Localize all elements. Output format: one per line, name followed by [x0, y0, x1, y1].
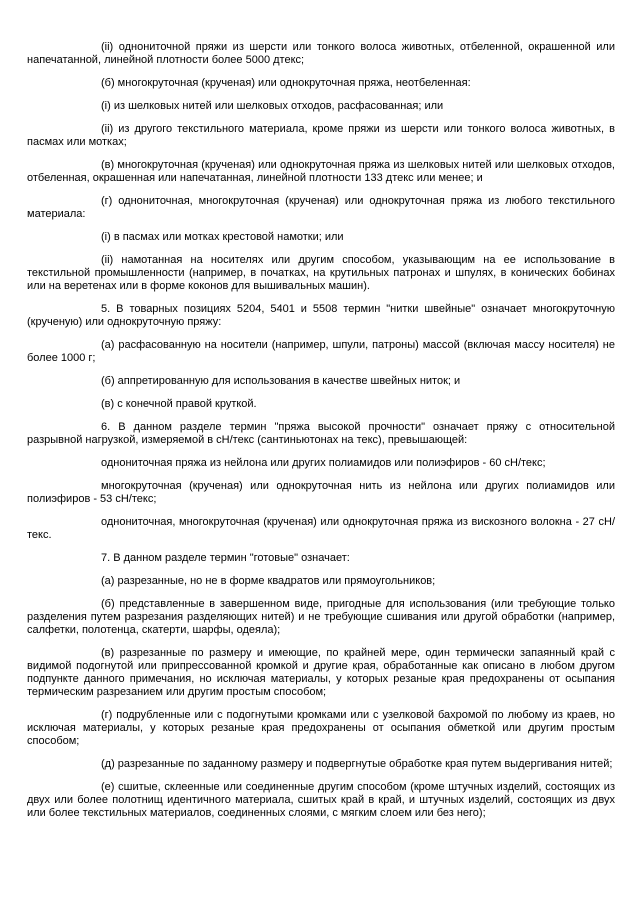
paragraph: (а) разрезанные, но не в форме квадратов или прямоугольников;: [101, 575, 436, 587]
paragraph: (а) расфасованную на носители (например, шпули, патроны) массой (включая массу носителя) не более 1000 г;: [27, 339, 615, 364]
paragraph: (г) подрубленные или с подогнутыми кромками или с узелковой бахромой по любому из краев, но исключая материалы, у которых резаные края предохранены от осыпания обметкой или другим простым способом;: [27, 709, 615, 747]
document-body: [27, 41, 615, 820]
paragraph: 5. В товарных позициях 5204, 5401 и 5508 термин "нитки швейные" означает многокруточную (крученую) или однокруточную пряжу:: [27, 303, 615, 328]
paragraph: (ii) однониточной пряжи из шерсти или тонкого волоса животных, отбеленной, окрашенной или напечатанной, линейной плотности более 5000 дтекс;: [27, 41, 615, 66]
paragraph: 7. В данном разделе термин "готовые" означает:: [101, 552, 350, 564]
paragraph: (i) из шелковых нитей или шелковых отходов, расфасованная; или: [101, 100, 444, 112]
paragraph: (б) многокруточная (крученая) или однокруточная пряжа, неотбеленная:: [101, 77, 471, 89]
paragraph: (в) разрезанные по размеру и имеющие, по крайней мере, один термически запаянный край с видимой подогнутой или припрессованной кромкой и другие края, обработанные как описано в любом другом подпункте данного примечания, но исключая материалы, у которых резаные края предохранены от осыпания термическим разрезанием или другим простым способом;: [27, 647, 615, 698]
paragraph: однониточная, многокруточная (крученая) или однокруточная пряжа из вискозного волокна - 27 сН/текс.: [27, 516, 615, 541]
paragraph: (i) в пасмах или мотках крестовой намотки; или: [101, 231, 344, 243]
paragraph: (ii) намотанная на носителях или другим способом, указывающим на ее использование в текстильной промышленности (например, в початках, на крутильных патронах и шпулях, в конических бобинах или на веретенах или в форме коконов для вышивальных машин).: [27, 254, 615, 292]
paragraph: (б) аппретированную для использования в качестве швейных ниток; и: [101, 375, 461, 387]
paragraph: (д) разрезанные по заданному размеру и подвергнутые обработке края путем выдергивания нитей;: [101, 758, 613, 770]
paragraph: однониточная пряжа из нейлона или других полиамидов или полиэфиров - 60 сН/текс;: [101, 457, 546, 469]
paragraph: (в) с конечной правой круткой.: [101, 398, 257, 410]
paragraph: (ii) из другого текстильного материала, кроме пряжи из шерсти или тонкого волоса животных, в пасмах или мотках;: [27, 123, 615, 148]
paragraph: (в) многокруточная (крученая) или однокруточная пряжа из шелковых нитей или шелковых отходов, отбеленная, окрашенная или напечатанная, линейной плотности 133 дтекс или менее; и: [27, 159, 615, 184]
paragraph: многокруточная (крученая) или однокруточная нить из нейлона или других полиамидов или полиэфиров - 53 сН/текс;: [27, 480, 615, 505]
paragraph: (г) однониточная, многокруточная (крученая) или однокруточная пряжа из любого текстильного материала:: [27, 195, 615, 220]
paragraph: 6. В данном разделе термин "пряжа высокой прочности" означает пряжу с относительной разрывной нагрузкой, измеряемой в сН/текс (сантиньютонах на текс), превышающей:: [27, 421, 615, 446]
paragraph: (б) представленные в завершенном виде, пригодные для использования (или требующие только разделения путем разрезания разделяющих нитей) и не требующие сшивания или другой обработки (например, салфетки, полотенца, скатерти, шарфы, одеяла);: [27, 598, 615, 636]
paragraph: (е) сшитые, склеенные или соединенные другим способом (кроме штучных изделий, состоящих из двух или более полотнищ идентичного материала, сшитых край в край, и штучных изделий, состоящих из двух или более текстильных материалов, соединенных слоями, с мягким слоем или без него);: [27, 781, 615, 819]
